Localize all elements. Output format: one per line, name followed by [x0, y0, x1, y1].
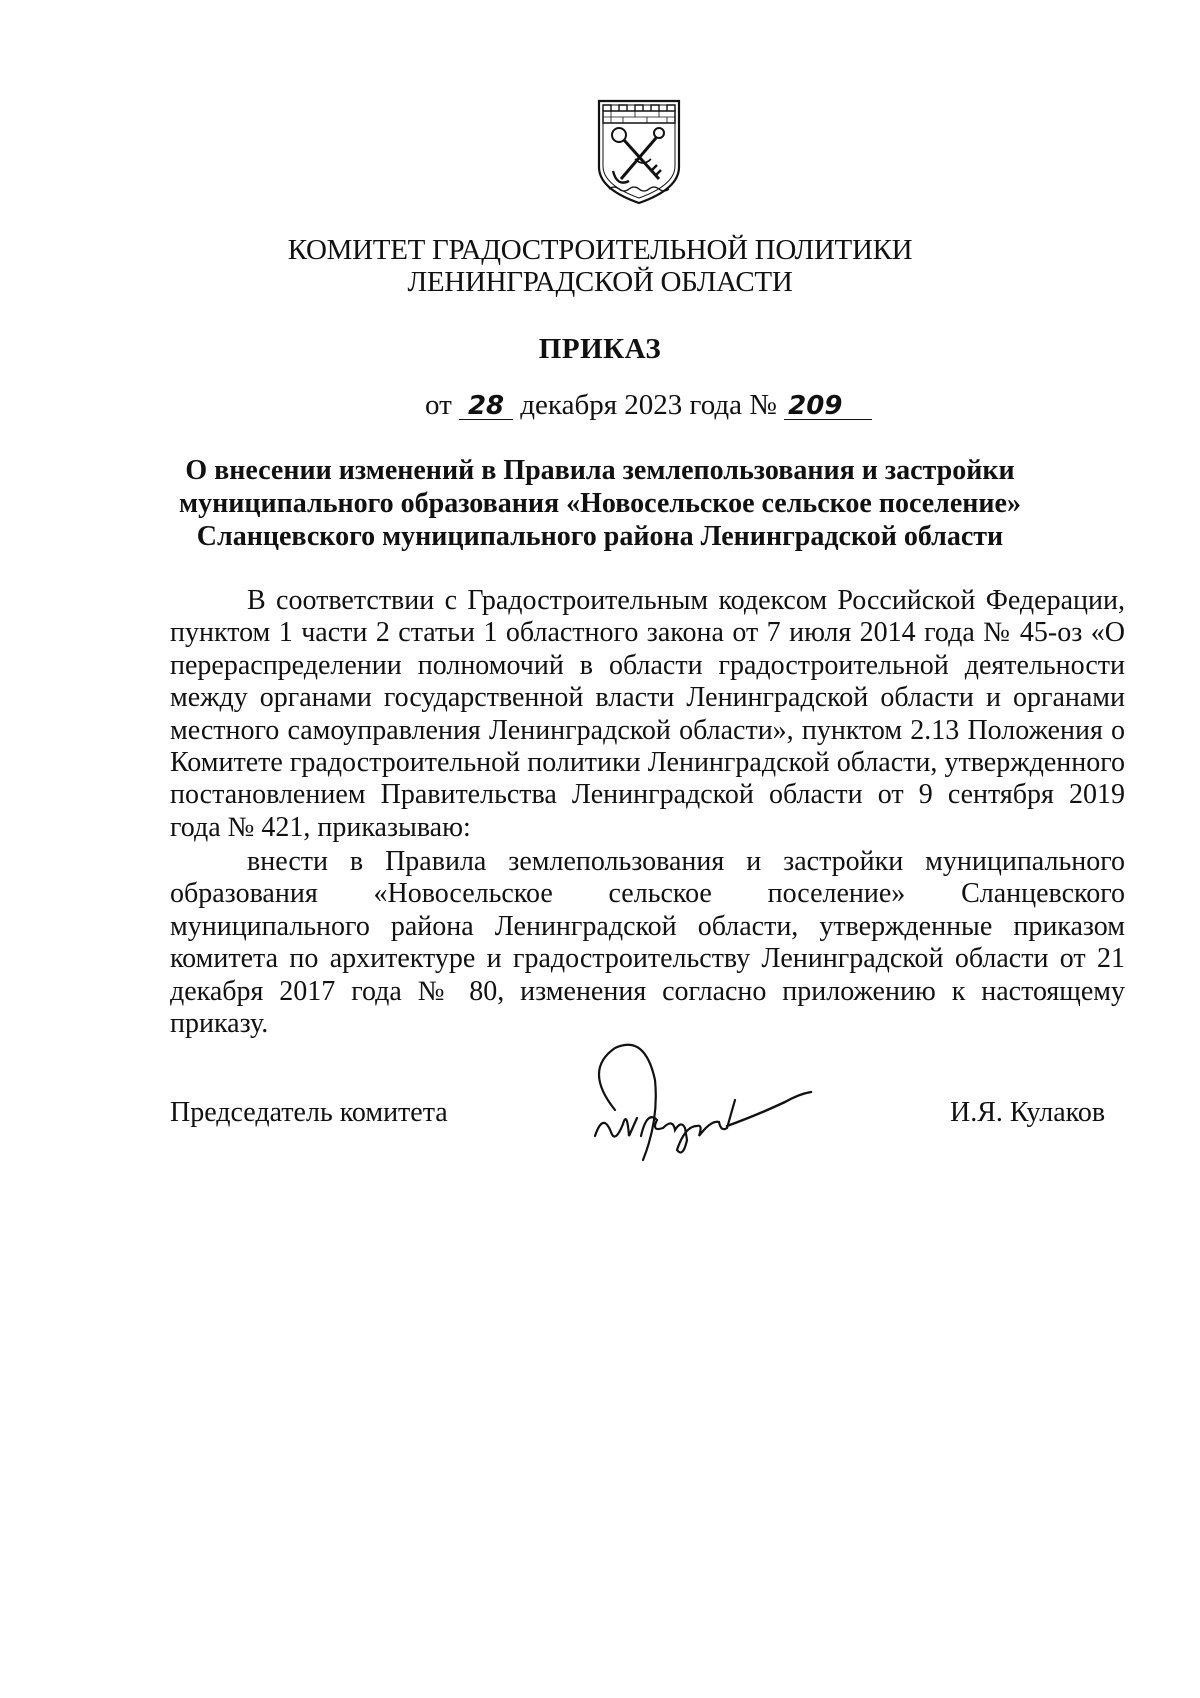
document-type-title: ПРИКАЗ [538, 333, 662, 365]
signatory-position: Председатель комитета [170, 1097, 448, 1128]
handwritten-signature [585, 1040, 825, 1180]
handwritten-order-number: 209 [784, 393, 872, 420]
date-month-year: декабря 2023 года № [520, 389, 777, 421]
date-prefix: от [425, 389, 452, 421]
subject-line2: муниципального образования «Новосельское сельское поселение» [179, 488, 1021, 519]
subject-line1: О внесении изменений в Правила землепользования и застройки [185, 455, 1015, 486]
body-paragraph-2: внести в Правила землепользования и застройки муниципального образования «Новосельское сельское поселение» Сланцевского муниципального района Ленинградской области, утвержденные приказом комитета по архитектуре и градостроительству Ленинградской области от 21 декабря 2017 года № 80, изменения согласно приложению к настоящему приказу. [170, 846, 1125, 1040]
body-paragraph-1: В соответствии с Градостроительным кодексом Российской Федерации, пунктом 1 части 2 статьи 1 областного закона от 7 июля 2014 года № 45-оз «О перераспределении полномочий в области градостроительной деятельности между органами государственной власти Ленинградской области и органами местного самоуправления Ленинградской области», пунктом 2.13 Положения о Комитете градостроительной политики Ленинградской области, утвержденного постановлением Правительства Ленинградской области от 9 сентября 2019 года № 421, приказываю: [170, 585, 1125, 843]
date-number-line [425, 389, 872, 422]
organization-name-line1: КОМИТЕТ ГРАДОСТРОИТЕЛЬНОЙ ПОЛИТИКИ [287, 234, 913, 266]
handwritten-day: 28 [459, 393, 513, 420]
coat-of-arms-icon [595, 97, 683, 207]
organization-name-line2: ЛЕНИНГРАДСКОЙ ОБЛАСТИ [407, 266, 793, 298]
subject-line3: Сланцевского муниципального района Ленинградской области [196, 521, 1004, 552]
signatory-name: И.Я. Кулаков [950, 1097, 1106, 1128]
